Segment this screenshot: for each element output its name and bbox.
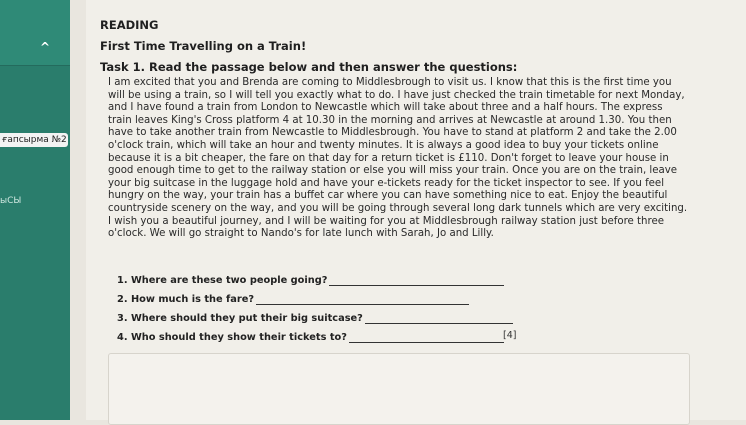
section-title: READING [100, 18, 159, 32]
question-3 [117, 313, 513, 324]
passage-title: First Time Travelling on a Train! [100, 39, 307, 53]
sidebar-tab-task-2[interactable]: ғапсырма №2 [2, 135, 67, 145]
answer-line-2[interactable] [256, 295, 469, 305]
sidebar-header [0, 0, 70, 66]
marks-label: [4] [503, 330, 517, 341]
chevron-up-icon[interactable]: ^ [40, 40, 51, 54]
question-1 [117, 275, 504, 286]
answer-line-4[interactable] [349, 333, 504, 343]
answer-textarea[interactable] [108, 353, 690, 425]
question-1-text: 1. Where are these two people going? [117, 275, 328, 286]
answer-line-1[interactable] [329, 276, 504, 286]
question-2 [117, 294, 469, 305]
question-2-text: 2. How much is the fare? [117, 294, 255, 305]
answer-line-3[interactable] [365, 314, 513, 324]
question-4 [117, 332, 504, 343]
sidebar-item-label[interactable]: ыСЫ [0, 196, 22, 206]
question-4-text: 4. Who should they show their tickets to? [117, 332, 347, 343]
task-instruction: Task 1. Read the passage below and then answer the questions: [100, 60, 518, 74]
question-3-text: 3. Where should they put their big suitcase? [117, 313, 363, 324]
reading-passage: I am excited that you and Brenda are coming to Middlesbrough to visit us. I know that this is the first time you will be using a train, so I will tell you exactly what to do. I have just checked the train timetable for next Monday, and I have found a train from London to Newcastle which will take about three and a half hours. The express train leaves King's Cross platform 4 at 10.30 in the morning and arrives at Newcastle at around 1.30. You then have to take another train from Newcastle to Middlesbrough. You have to stand at platform 2 and take the 2.00 o'clock train, which will take an hour and twenty minutes. It is always a good idea to buy your tickets online because it is a bit cheaper, the fare on that day for a return ticket is £110. Don't forget to leave your house in good enough time to get to the railway station or else you will miss your train. Once you are on the train, leave your big suitcase in the luggage hold and have your e-tickets ready for the ticket inspector to see. If you feel hungry on the way, your train has a buffet car where you can have something nice to eat. Enjoy the beautiful countryside scenery on the way, and you will be going through several long dark tunnels which are very exciting. I wish you a beautiful journey, and I will be waiting for you at Middlesbrough railway station just before three o'clock. We will go straight to Nando's for late lunch with Sarah, Jo and Lilly. [108, 77, 688, 240]
sidebar [0, 0, 70, 420]
